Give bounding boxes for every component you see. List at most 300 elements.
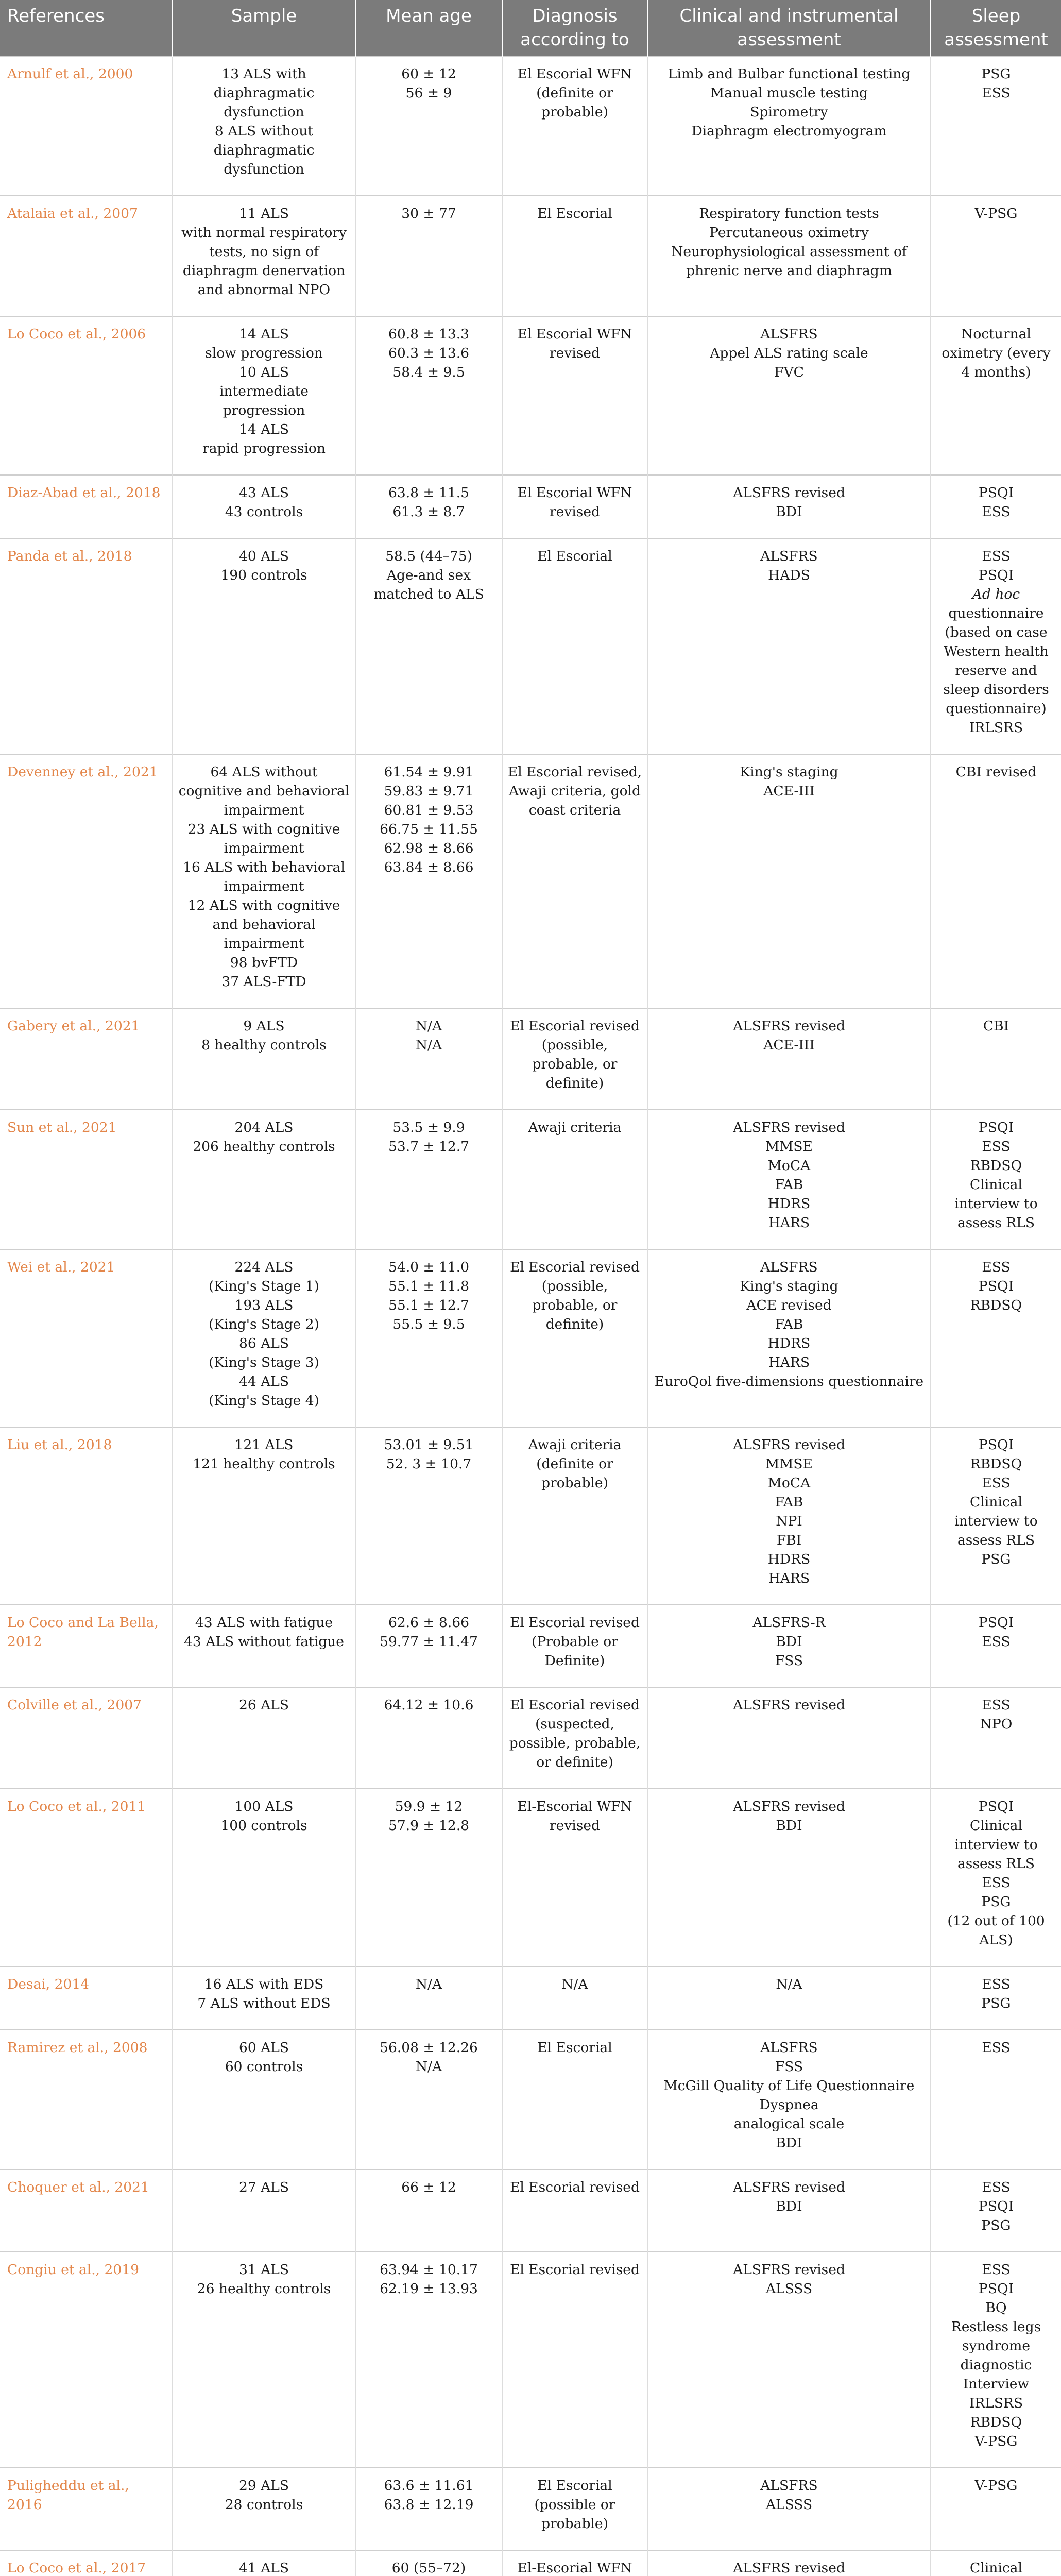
cell-line: V-PSG <box>974 2433 1018 2449</box>
reference-cell <box>0 2550 173 2576</box>
sample-cell <box>173 1249 355 1427</box>
cell-line: intermediate progression <box>219 383 309 418</box>
clinical-assessment-cell <box>647 1110 931 1249</box>
cell-line: ALSFRS revised <box>733 1120 845 1136</box>
cell-line: 60.81 ± 9.53 <box>384 802 474 818</box>
cell-line: ESS <box>982 1259 1011 1275</box>
cell-line: ACE-III <box>763 1037 815 1053</box>
clinical-assessment-cell <box>647 2030 931 2170</box>
clinical-assessment-cell <box>647 56 931 196</box>
cell-line: 100 ALS <box>234 1799 294 1815</box>
cell-line: ALSFRS <box>760 1259 818 1275</box>
sleep-assessment-cell <box>931 316 1061 475</box>
reference-link[interactable]: Congiu et al., 2019 <box>7 2262 139 2278</box>
cell-line: 41 ALS <box>238 2560 289 2576</box>
cell-line: FBI <box>776 1532 802 1548</box>
diagnosis-cell <box>502 1687 647 1789</box>
table-row <box>0 1008 1061 1110</box>
header-sleep-assessment: Sleep assessment <box>931 0 1061 56</box>
cell-line: rapid progression <box>202 440 326 456</box>
cell-line: 14 ALS <box>238 326 289 342</box>
cell-line: ESS <box>982 504 1011 520</box>
cell-line: HADS <box>768 567 810 583</box>
diagnosis-cell <box>502 475 647 538</box>
cell-line: HARS <box>768 1354 810 1370</box>
clinical-assessment-cell <box>647 2550 931 2576</box>
clinical-assessment-cell <box>647 1789 931 1967</box>
sample-cell <box>173 56 355 196</box>
cell-line: PSG <box>981 1551 1011 1567</box>
cell-line: 37 ALS-FTD <box>221 974 306 990</box>
reference-cell <box>0 1605 173 1687</box>
cell-line: 23 ALS with cognitive impairment <box>187 821 340 856</box>
sample-cell <box>173 1110 355 1249</box>
cell-line: El Escorial revised (possible, probable, or definite) <box>510 1018 640 1091</box>
sample-cell <box>173 316 355 475</box>
sleep-assessment-cell <box>931 475 1061 538</box>
cell-line: PSG <box>981 66 1011 82</box>
cell-line: N/A <box>415 1037 442 1053</box>
diagnosis-cell <box>502 1110 647 1249</box>
cell-line: 59.83 ± 9.71 <box>384 783 474 799</box>
table-row <box>0 1605 1061 1687</box>
cell-line: 30 ± 77 <box>401 206 456 222</box>
cell-line: El Escorial <box>537 2040 612 2056</box>
cell-line: ALSFRS revised <box>733 2560 845 2576</box>
table-row <box>0 2550 1061 2576</box>
cell-line: Neurophysiological assessment of phrenic nerve and diaphragm <box>671 244 907 279</box>
mean-age-cell <box>355 754 502 1008</box>
diagnosis-cell <box>502 2030 647 2170</box>
table-row <box>0 538 1061 754</box>
reference-link[interactable]: Liu et al., 2018 <box>7 1437 112 1453</box>
reference-link[interactable]: Panda et al., 2018 <box>7 548 132 564</box>
cell-line: 31 ALS <box>238 2262 289 2278</box>
reference-link[interactable]: Diaz-Abad et al., 2018 <box>7 485 161 501</box>
cell-line: PSQI <box>978 2281 1014 2297</box>
sleep-assessment-cell <box>931 1687 1061 1789</box>
cell-line: 29 ALS <box>238 2478 289 2494</box>
cell-line: ALSFRS <box>760 548 818 564</box>
reference-cell <box>0 538 173 754</box>
reference-cell <box>0 1789 173 1967</box>
table-row <box>0 56 1061 196</box>
sample-cell <box>173 2030 355 2170</box>
table-row <box>0 1687 1061 1789</box>
cell-line: ALSFRS revised <box>733 1018 845 1034</box>
diagnosis-cell <box>502 2468 647 2550</box>
cell-line: 100 controls <box>220 1818 307 1834</box>
mean-age-cell <box>355 1110 502 1249</box>
reference-link[interactable]: Atalaia et al., 2007 <box>7 206 138 222</box>
cell-line: ESS <box>982 2040 1011 2056</box>
cell-line: BDI <box>776 1818 802 1834</box>
mean-age-cell <box>355 1687 502 1789</box>
reference-link[interactable]: Lo Coco et al., 2006 <box>7 326 146 342</box>
cell-line: ESS <box>982 1634 1011 1650</box>
reference-link[interactable]: Wei et al., 2021 <box>7 1259 115 1275</box>
cell-line: ALSSS <box>765 2497 813 2513</box>
cell-line: ALSFRS revised <box>733 1799 845 1815</box>
clinical-assessment-cell <box>647 1967 931 2030</box>
reference-link[interactable]: Choquer et al., 2021 <box>7 2179 149 2195</box>
cell-line: EuroQol five-dimensions questionnaire <box>654 1374 924 1389</box>
cell-line: 11 ALS <box>238 206 289 222</box>
cell-line: 63.8 ± 12.19 <box>384 2497 474 2513</box>
cell-line: FSS <box>775 1653 803 1669</box>
sleep-assessment-cell <box>931 1249 1061 1427</box>
cell-line: 53.5 ± 9.9 <box>392 1120 465 1136</box>
cell-line: BDI <box>776 1634 802 1650</box>
diagnosis-cell <box>502 1605 647 1687</box>
cell-line: 60 ALS <box>238 2040 289 2056</box>
diagnosis-cell <box>502 538 647 754</box>
cell-line: ACE-III <box>763 783 815 799</box>
cell-line: RBDSQ <box>970 1158 1022 1174</box>
reference-link[interactable]: Puligheddu et al., 2016 <box>7 2478 129 2513</box>
cell-line: Awaji criteria (definite or probable) <box>528 1437 622 1491</box>
cell-line: 59.77 ± 11.47 <box>380 1634 478 1650</box>
header-diagnosis: Diagnosis according to <box>502 0 647 56</box>
cell-line: BDI <box>776 2198 802 2214</box>
cell-line: Ad hoc questionnaire (based on case Western health reserve and sleep disorders questionnaire) <box>943 586 1049 717</box>
cell-line: 26 healthy controls <box>197 2281 331 2297</box>
cell-line: 63.94 ± 10.17 <box>380 2262 478 2278</box>
header-row <box>0 0 1061 56</box>
cell-line: 43 ALS without fatigue <box>184 1634 344 1650</box>
cell-line: N/A <box>776 1976 802 1992</box>
cell-line: 224 ALS <box>234 1259 294 1275</box>
clinical-assessment-cell <box>647 1605 931 1687</box>
reference-cell <box>0 1967 173 2030</box>
reference-cell <box>0 316 173 475</box>
table-row <box>0 475 1061 538</box>
reference-link[interactable]: Sun et al., 2021 <box>7 1120 117 1136</box>
cell-line: ALSFRS <box>760 2478 818 2494</box>
cell-line: (King's Stage 2) <box>209 1316 319 1332</box>
sleep-assessment-cell <box>931 538 1061 754</box>
table-row <box>0 1110 1061 1249</box>
cell-line: El Escorial WFN revised <box>517 485 632 520</box>
sample-cell <box>173 1789 355 1967</box>
mean-age-cell <box>355 1249 502 1427</box>
cell-line: ACE revised <box>746 1297 832 1313</box>
table-row <box>0 1967 1061 2030</box>
cell-line: 55.1 ± 11.8 <box>388 1278 470 1294</box>
sample-cell <box>173 1687 355 1789</box>
cell-line: 43 ALS with fatigue <box>195 1615 333 1631</box>
italic-text: Ad hoc <box>972 586 1020 602</box>
cell-line: N/A <box>415 1018 442 1034</box>
cell-line: FVC <box>774 364 804 380</box>
reference-link[interactable]: Colville et al., 2007 <box>7 1697 142 1713</box>
mean-age-cell <box>355 1008 502 1110</box>
cell-line: FAB <box>775 1494 803 1510</box>
cell-line: 60.8 ± 13.3 <box>388 326 470 342</box>
cell-line: El Escorial (possible or probable) <box>534 2478 615 2532</box>
cell-line: 9 ALS <box>243 1018 285 1034</box>
cell-line: BDI <box>776 2135 802 2151</box>
cell-line: 61.54 ± 9.91 <box>384 764 474 780</box>
cell-line: 60 (55–72) <box>391 2560 466 2576</box>
table-row <box>0 316 1061 475</box>
cell-line: 63.6 ± 11.61 <box>384 2478 474 2494</box>
cell-line: N/A <box>415 1976 442 1992</box>
cell-line: 13 ALS with diaphragmatic dysfunction <box>213 66 315 120</box>
cell-line: PSQI <box>978 1437 1014 1453</box>
sleep-assessment-cell <box>931 2030 1061 2170</box>
clinical-assessment-cell <box>647 2252 931 2468</box>
cell-line: 57.9 ± 12.8 <box>388 1818 470 1834</box>
cell-line: V-PSG <box>974 206 1018 222</box>
sleep-assessment-cell <box>931 2170 1061 2252</box>
reference-link[interactable]: Ramirez et al., 2008 <box>7 2040 148 2056</box>
sleep-assessment-cell <box>931 1605 1061 1687</box>
reference-cell <box>0 1427 173 1605</box>
cell-line: El Escorial revised <box>510 2179 640 2195</box>
reference-cell <box>0 196 173 316</box>
clinical-assessment-cell <box>647 196 931 316</box>
mean-age-cell <box>355 1967 502 2030</box>
sleep-assessment-cell <box>931 754 1061 1008</box>
cell-line: 64 ALS without cognitive and behavioral impairment <box>178 764 350 818</box>
reference-cell <box>0 1110 173 1249</box>
sample-cell <box>173 475 355 538</box>
cell-line: King's staging <box>740 1278 838 1294</box>
reference-link[interactable]: Lo Coco et al., 2011 <box>7 1799 146 1815</box>
table-body <box>0 56 1061 2576</box>
cell-line: 44 ALS <box>238 1374 289 1389</box>
cell-line: 190 controls <box>220 567 307 583</box>
cell-line: FAB <box>775 1177 803 1193</box>
cell-line: PSQI <box>978 2198 1014 2214</box>
cell-line: El-Escorial WFN <box>517 2560 632 2576</box>
mean-age-cell <box>355 2550 502 2576</box>
cell-line: ALSSS <box>765 2281 813 2297</box>
reference-link[interactable]: Arnulf et al., 2000 <box>7 66 133 82</box>
reference-cell <box>0 1008 173 1110</box>
cell-line: ESS <box>982 2262 1011 2278</box>
mean-age-cell <box>355 2030 502 2170</box>
cell-line: 64.12 ± 10.6 <box>384 1697 474 1713</box>
cell-line: Diaphragm electromyogram <box>691 123 887 139</box>
cell-line: Clinical interview to assess RLS <box>954 1494 1038 1548</box>
cell-line: 8 ALS without diaphragmatic dysfunction <box>213 123 315 177</box>
reference-link[interactable]: Lo Coco and La Bella, 2012 <box>7 1615 159 1650</box>
cell-line: 43 controls <box>225 504 303 520</box>
cell-line: RBDSQ <box>970 1297 1022 1313</box>
cell-line: CBI revised <box>955 764 1037 780</box>
cell-line: 12 ALS with cognitive and behavioral impairment <box>187 897 340 952</box>
cell-line: ALSFRS revised <box>733 2262 845 2278</box>
diagnosis-cell <box>502 1008 647 1110</box>
clinical-assessment-cell <box>647 1427 931 1605</box>
mean-age-cell <box>355 2252 502 2468</box>
cell-line: Clinical interview to assess RLS <box>954 1177 1038 1231</box>
cell-line: King's staging <box>740 764 838 780</box>
cell-line: N/A <box>561 1976 588 1992</box>
cell-line: BQ <box>985 2300 1007 2316</box>
sleep-assessment-cell <box>931 2550 1061 2576</box>
sleep-assessment-cell <box>931 2252 1061 2468</box>
cell-line: PSG <box>981 2217 1011 2233</box>
mean-age-cell <box>355 316 502 475</box>
cell-line: RBDSQ <box>970 2414 1022 2430</box>
cell-line: 63.84 ± 8.66 <box>384 859 474 875</box>
cell-line: CBI <box>983 1018 1009 1034</box>
cell-line: HDRS <box>767 1551 811 1567</box>
cell-line: Nocturnal oximetry (every 4 months) <box>942 326 1051 380</box>
sleep-assessment-cell <box>931 1967 1061 2030</box>
mean-age-cell <box>355 2170 502 2252</box>
cell-line: Age-and sex matched to ALS <box>373 567 484 602</box>
cell-line: 54.0 ± 11.0 <box>388 1259 470 1275</box>
cell-line: Clinical <box>970 2560 1022 2576</box>
mean-age-cell <box>355 2468 502 2550</box>
cell-line: (King's Stage 1) <box>209 1278 319 1294</box>
cell-line: 86 ALS <box>238 1335 289 1351</box>
cell-line: 40 ALS <box>238 548 289 564</box>
header-references: References <box>0 0 173 56</box>
cell-line: (12 out of 100 ALS) <box>947 1913 1045 1948</box>
reference-link[interactable]: Gabery et al., 2021 <box>7 1018 140 1034</box>
cell-line: 43 ALS <box>238 485 289 501</box>
clinical-assessment-cell <box>647 1687 931 1789</box>
mean-age-cell <box>355 1789 502 1967</box>
reference-link[interactable]: Desai, 2014 <box>7 1976 90 1992</box>
sleep-assessment-cell <box>931 2468 1061 2550</box>
sleep-assessment-cell <box>931 1008 1061 1110</box>
reference-cell <box>0 56 173 196</box>
cell-line: Restless legs syndrome diagnostic Interview <box>951 2319 1041 2392</box>
cell-line: 60.3 ± 13.6 <box>388 345 470 361</box>
cell-line: ESS <box>982 1475 1011 1491</box>
reference-cell <box>0 2252 173 2468</box>
sample-cell <box>173 196 355 316</box>
reference-cell <box>0 1249 173 1427</box>
clinical-assessment-cell <box>647 1008 931 1110</box>
cell-line: FSS <box>775 2059 803 2075</box>
cell-line: El Escorial revised (possible, probable, or definite) <box>510 1259 640 1332</box>
clinical-assessment-cell <box>647 754 931 1008</box>
cell-line: ESS <box>982 548 1011 564</box>
diagnosis-cell <box>502 2550 647 2576</box>
cell-line: RBDSQ <box>970 1456 1022 1472</box>
cell-line: 53.01 ± 9.51 <box>384 1437 474 1453</box>
cell-line: PSQI <box>978 1799 1014 1815</box>
cell-line: 121 healthy controls <box>193 1456 335 1472</box>
reference-cell <box>0 1687 173 1789</box>
cell-line: Respiratory function tests <box>699 206 879 222</box>
cell-line: ALSFRS revised <box>733 485 845 501</box>
cell-line: PSQI <box>978 567 1014 583</box>
cell-line: 10 ALS <box>238 364 289 380</box>
cell-line: 60 ± 12 <box>401 66 456 82</box>
cell-line: 26 ALS <box>238 1697 289 1713</box>
header-clinical-assessment: Clinical and instrumental assessment <box>647 0 931 56</box>
cell-line: ALSFRS revised <box>733 2179 845 2195</box>
reference-link[interactable]: Lo Coco et al., 2017 <box>7 2560 146 2576</box>
cell-line: PSQI <box>978 485 1014 501</box>
cell-line: 56 ± 9 <box>405 85 452 101</box>
diagnosis-cell <box>502 1249 647 1427</box>
cell-line: 27 ALS <box>238 2179 289 2195</box>
table-row <box>0 1789 1061 1967</box>
sample-cell <box>173 2170 355 2252</box>
table-row <box>0 2252 1061 2468</box>
sample-cell <box>173 1427 355 1605</box>
cell-line: 58.4 ± 9.5 <box>392 364 465 380</box>
diagnosis-cell <box>502 2252 647 2468</box>
reference-link[interactable]: Devenney et al., 2021 <box>7 764 158 780</box>
reference-cell <box>0 754 173 1008</box>
header-mean-age: Mean age <box>355 0 502 56</box>
cell-line: Appel ALS rating scale <box>710 345 868 361</box>
cell-line: N/A <box>415 2059 442 2075</box>
cell-line: ALSFRS revised <box>733 1437 845 1453</box>
cell-line: MoCA <box>767 1158 811 1174</box>
cell-line: HDRS <box>767 1196 811 1212</box>
cell-line: 7 ALS without EDS <box>197 1995 331 2011</box>
cell-line: Manual muscle testing <box>710 85 868 101</box>
cell-line: MMSE <box>765 1139 813 1155</box>
diagnosis-cell <box>502 1427 647 1605</box>
cell-line: 206 healthy controls <box>193 1139 335 1155</box>
cell-line: El Escorial revised <box>510 2262 640 2278</box>
table-row <box>0 2468 1061 2550</box>
cell-line: 58.5 (44–75) <box>385 548 472 564</box>
cell-line: El-Escorial WFN revised <box>517 1799 632 1834</box>
mean-age-cell <box>355 196 502 316</box>
cell-line: El Escorial revised (suspected, possible, probable, or definite) <box>509 1697 641 1770</box>
cell-line: ESS <box>982 1875 1011 1891</box>
sample-cell <box>173 2252 355 2468</box>
cell-line: 193 ALS <box>234 1297 294 1313</box>
cell-line: ESS <box>982 85 1011 101</box>
mean-age-cell <box>355 1605 502 1687</box>
cell-line: V-PSG <box>974 2478 1018 2494</box>
cell-line: El Escorial WFN revised <box>517 326 632 361</box>
sample-cell <box>173 1008 355 1110</box>
clinical-assessment-cell <box>647 538 931 754</box>
reference-cell <box>0 475 173 538</box>
cell-line: ALSFRS-R <box>752 1615 826 1631</box>
cell-line: El Escorial revised (Probable or Definite) <box>510 1615 640 1669</box>
sample-cell <box>173 2468 355 2550</box>
cell-line: ALSFRS revised <box>733 1697 845 1713</box>
cell-line: 16 ALS with behavioral impairment <box>183 859 345 894</box>
cell-line: 28 controls <box>225 2497 303 2513</box>
sample-cell <box>173 1967 355 2030</box>
diagnosis-cell <box>502 754 647 1008</box>
cell-line: Percutaneous oximetry <box>709 225 869 241</box>
table-row <box>0 2030 1061 2170</box>
sleep-assessment-cell <box>931 1789 1061 1967</box>
clinical-assessment-cell <box>647 475 931 538</box>
sleep-assessment-cell <box>931 1110 1061 1249</box>
cell-line: (King's Stage 3) <box>209 1354 319 1370</box>
cell-line: MoCA <box>767 1475 811 1491</box>
cell-line: McGill Quality of Life Questionnaire <box>663 2078 915 2094</box>
cell-line: 8 healthy controls <box>201 1037 327 1053</box>
cell-line: 14 ALS <box>238 421 289 437</box>
cell-line: Spirometry <box>750 104 828 120</box>
table-row <box>0 1249 1061 1427</box>
cell-line: ESS <box>982 1697 1011 1713</box>
cell-line: ALSFRS <box>760 2040 818 2056</box>
diagnosis-cell <box>502 196 647 316</box>
cell-line: 121 ALS <box>234 1437 294 1453</box>
